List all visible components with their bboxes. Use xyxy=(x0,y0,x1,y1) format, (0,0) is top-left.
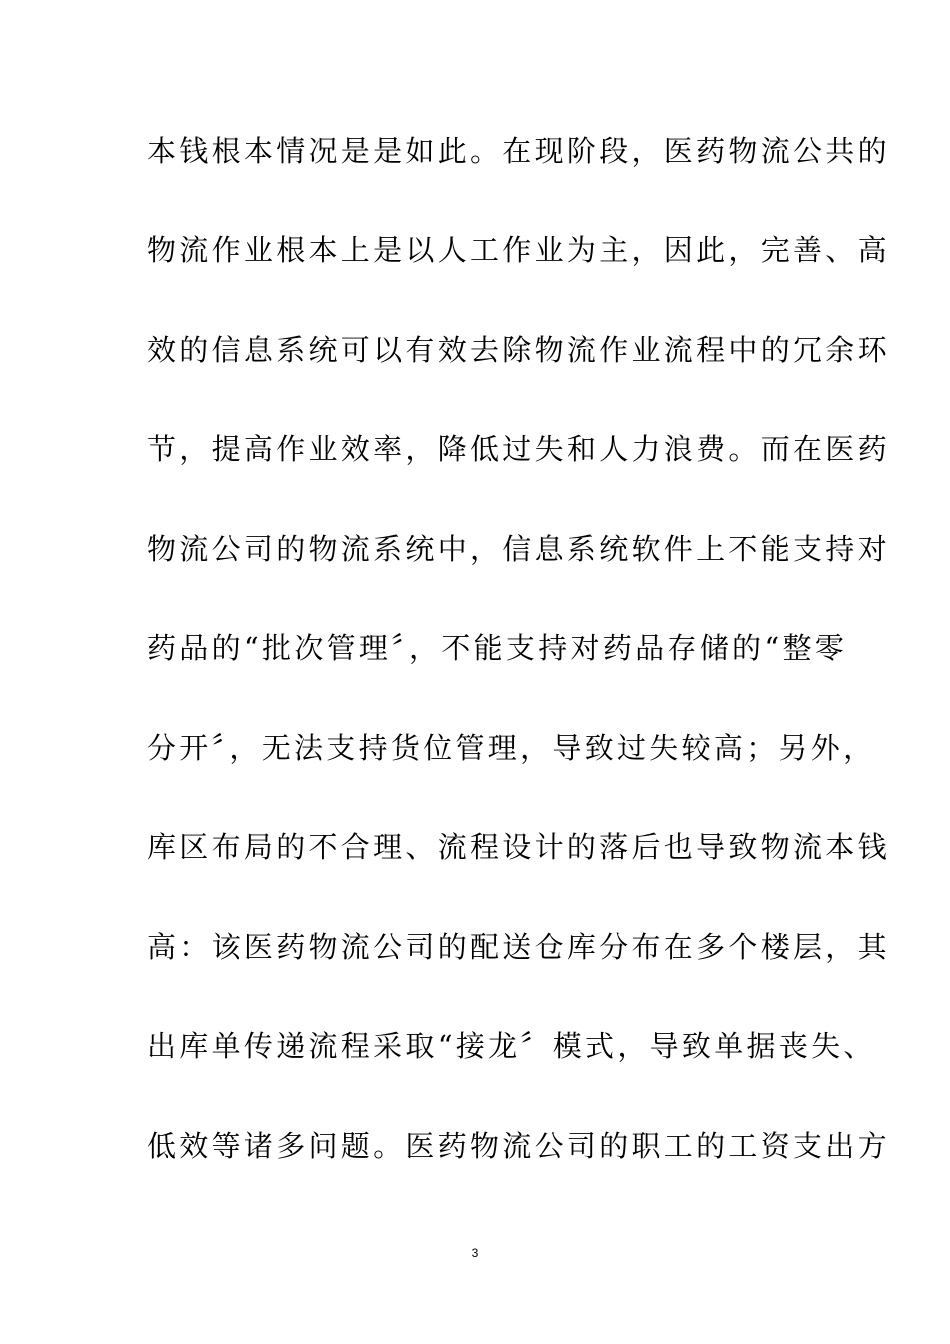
text-line-2: 物流作业根本上是以人工作业为主，因此，完善、高 xyxy=(147,233,890,267)
text-line-11: 低效等诸多问题。医药物流公司的职工的工资支出方 xyxy=(147,1129,890,1163)
text-line-8: 库区布局的不合理、流程设计的落后也导致物流本钱 xyxy=(147,830,890,864)
text-line-4: 节，提高作业效率，降低过失和人力浪费。而在医药 xyxy=(147,432,890,466)
text-line-9: 高：该医药物流公司的配送仓库分布在多个楼层，其 xyxy=(147,930,890,964)
text-line-1: 本钱根本情况是是如此。在现阶段，医药物流公共的 xyxy=(147,134,890,168)
text-line-10: 出库单传递流程采取“接龙〞模式，导致单据丧失、 xyxy=(147,1029,876,1063)
text-line-7: 分开〞，无法支持货位管理，导致过失较高；另外， xyxy=(147,731,876,765)
text-line-6: 药品的“批次管理〞，不能支持对药品存储的“整零 xyxy=(147,631,848,665)
text-line-5: 物流公司的物流系统中，信息系统软件上不能支持对 xyxy=(147,532,890,566)
text-line-3: 效的信息系统可以有效去除物流作业流程中的冗余环 xyxy=(147,333,890,367)
page-number: 3 xyxy=(471,1246,479,1260)
